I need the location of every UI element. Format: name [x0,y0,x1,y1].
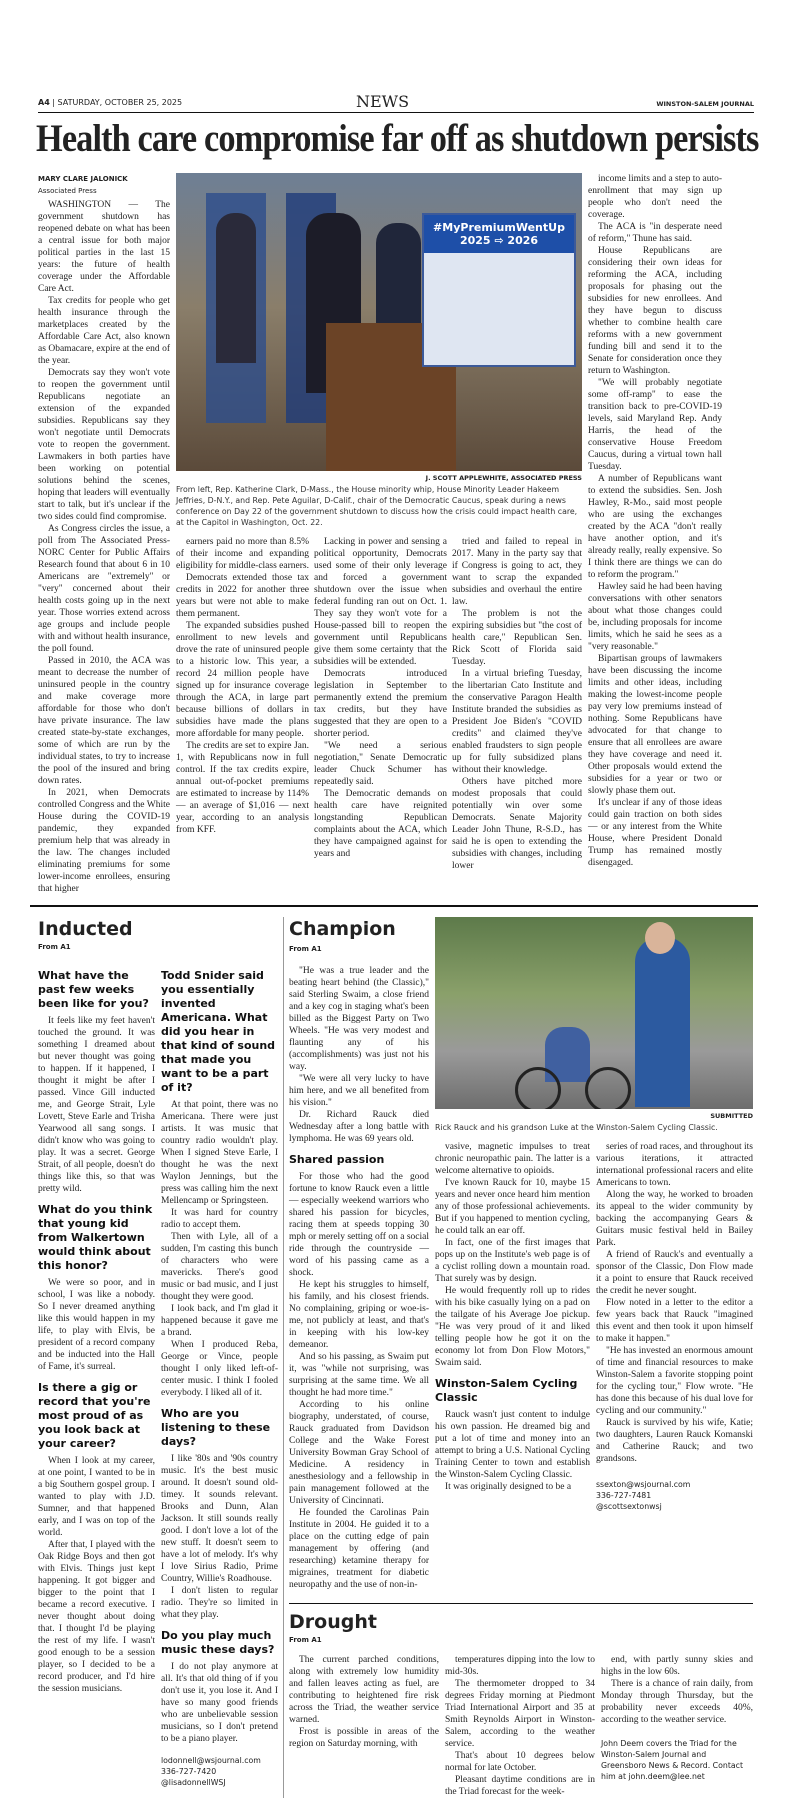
main-column-4 [452,536,582,872]
sign-text: #MyPremiumWentUp 2025 ⇨ 2026 [424,215,574,253]
champion-jump: From A1 [289,945,322,953]
paragraph: "We will probably negotiate some off-ramp" to ease the transition back to pre-COVID-19 levels, said Maryland Rep. Andy Harris, the head of the conservative House Freedom Caucus, during a virtual town hall Tuesday. [588,378,722,472]
champion-photo-credit: SUBMITTED [710,1112,753,1120]
paragraph: Bipartisan groups of lawmakers have been discussing the income limits and other ideas, including making the lowest-income people pay very low premiums instead of nothing. Some Republicans have advocated for that change to ensure that all enrollees are aware they have coverage and need it. Other proposals would extend the subsidies for a year or two or slowly phase them out. [588,654,722,796]
paragraph: Along the way, he worked to broaden its appeal to the wider community by backing the accompanying Gears & Guitars music festival held in Bailey Park. [596,1190,753,1248]
paragraph: It was originally designed to be a [445,1482,572,1492]
paragraph: Tax credits for people who get health insurance through the marketplaces created by the Affordable Care Act, also known as Obamacare, expire at the end of the year. [38,296,170,366]
paragraph: Rauck is survived by his wife, Katie; two daughters, Lauren Rauck Komanski and Catherine Rauck; and two grandsons. [596,1418,753,1464]
paragraph: I do not play anymore at all. It's that old thing of if you don't use it, you lose it. And I have so many good friends who are unbelievable session musicians, so I don't pretend to be a piano player. [161,1662,278,1744]
paragraph: "He has invested an enormous amount of time and financial resources to make Winston-Salem a favorite stopping point for the cycling tour," Flow wrote. "He has done this because of his dual love for cycling and our community." [596,1346,753,1416]
paragraph: The Democratic demands on health care have reignited longstanding Republican complaints about the ACA, which they have campaigned against for years and [314,789,447,859]
paragraph: A number of Republicans want to extend the subsidies. Sen. Josh Hawley, R-Mo., said most people who are using the exchanges created by the ACA "don't really have another option, and it's already really, really expensive. So I think there are things we can do to reform the program." [588,474,722,580]
paragraph: earners paid no more than 8.5% of their income and expanding eligibility for middle-class earners. [176,537,309,571]
paragraph: income limits and a step to auto-enrollment that may sign up people who don't need the coverage. [588,174,723,220]
champion-photo-caption: Rick Rauck and his grandson Luke at the Winston-Salem Cycling Classic. [435,1123,718,1132]
paragraph: Frost is possible in areas of the region on Saturday morning, with [289,1727,439,1749]
paragraph: For those who had the good fortune to know Rauck even a little — especially weekend warriors who shared his passion for bicycles, racing them at speeds topping 30 mph or merely setting off on a social ride through the countryside — word of his passing came as a shock. [289,1172,429,1278]
paragraph: Rauck wasn't just content to indulge his own passion. He dreamed big and put a lot of time and money into an attempt to bring a U.S. National Cycling Training Center to town and establish the Winston-Salem Cycling Classic. [435,1410,590,1480]
paragraph: "We need a serious negotiation," Senate Democratic leader Chuck Schumer has repeatedly said. [314,741,447,787]
agency: Associated Press [38,187,97,195]
author-tagline: John Deem covers the Triad for the Winston-Salem Journal and Greensboro News & Record. Contact him at john.deem@lee.net [601,1739,744,1781]
paragraph: Lacking in power and sensing a political opportunity, Democrats used some of their only leverage and forced a government shutdown over the issue when federal funding ran out on Oct. 1. They say they won't vote for a House-passed bill to reopen the government until Republicans give them some certainty that the subsidies will be extended. [314,537,447,667]
photo-caption: From left, Rep. Katherine Clark, D-Mass., the House minority whip, House Minority Leader Hakeem Jeffries, D-N.Y., and Rep. Pete Aguilar, D-Calif., chair of the Democratic Caucus, speak during a news conference on Day 22 of the government shutdown to discuss how the crisis could impact health care, at the Capitol in Washington, Oct. 22. [176,485,578,527]
paragraph: It feels like my feet haven't touched the ground. It was something I dreamed about but never thought was going to happen. If it happened, I thought it might be after I passed. Vince Gill inducted me, and George Strait, Lyle Lovett, Steve Earle and Trisha Yearwood all sang songs. I didn't know who was going to play. It was a secret. George Strait, of all people, doesn't do things like this, so that was pretty wild. [38,1016,155,1194]
masthead [38,92,754,113]
main-column-2 [176,536,309,836]
inducted-contact [161,1755,278,1788]
paragraph: House Republicans are considering their own ideas for reforming the ACA, including proposals for phasing out the subsidies for new enrollees. And they have begun to discuss whether to combine health care reforms with a new government funding bill and send it to the Senate for consideration once they return to Washington. [588,246,722,376]
paragraph: WASHINGTON — The government shutdown has reopened debate on what has been a central issue for both major political parties in the last 15 years: the future of health coverage under the Affordable Care Act. [38,200,170,294]
subheading: Todd Snider said you essentially invented Americana. What did you hear in that kind of sound that made you want to be a part of it? [161,969,276,1094]
main-column-3 [314,536,447,860]
inducted-story [38,917,278,1788]
main-middle [176,173,582,872]
drought-column-2 [445,1654,595,1798]
phone: 336-727-7481 [596,1491,652,1500]
paragraph: He would frequently roll up to rides with his bike casually lying on a pad on the tailgate of his Average Joe pickup. "He was very proud of it and liked telling people how he got it on the economy lot from Don Flow Motors," Swaim said. [435,1286,590,1368]
email: ssexton@wsjournal.com [596,1480,691,1489]
paragraph: We were so poor, and in school, I was like a nobody. So I never dreamed anything like this would happen in my life, to play with Elvis, be president of a record company and be inducted into the Hall of Fame, it's surreal. [38,1278,155,1372]
paragraph: Democrats introduced legislation in September to permanently extend the premium tax credits, but they have suggested that they are open to a shorter period. [314,669,447,739]
paragraph: After that, I played with the Oak Ridge Boys and then got with Elvis. Things just kept happening. It got bigger and bigger to the point that I became a record executive. I never thought about doing that. I thought I'd be playing the rest of my life. I wasn't good enough to be a session player, so I decided to be a record producer, and I'd hire the session musicians. [38,1540,155,1694]
paragraph: There is a chance of rain daily, from Monday through Thursday, but the probability never exceeds 40%, according to the weather service. [601,1679,753,1725]
paragraph: In fact, one of the first images that pops up on the Institute's web page is of a cyclist rolling down a mountain road. That surely was by design. [435,1238,590,1284]
social-handle: @lisadonnellWSJ [161,1778,226,1787]
subheading: What do you think that young kid from Walkertown would think about this honor? [38,1203,153,1272]
paragraph: And so his passing, as Swaim put it, was "while not surprising, was surprising at the same time. We all thought he had more time." [289,1352,429,1398]
paragraph: The problem is not the expiring subsidies but "the cost of health care," Republican Sen. Rick Scott of Florida said Tuesday. [452,609,582,667]
paragraph: Passed in 2010, the ACA was meant to decrease the number of uninsured people in the country and make coverage more affordable for those who don't have private insurance. The law created state-by-state exchanges, some of which are run by the individual states, to try to increase the pool of the insured and bring down rates. [38,656,170,786]
paragraph: According to his online biography, understated, of course, Rauck graduated from Davidson College and the Wake Forest University Bowman Gray School of Medicine. A residency in anesthesiology and a fellowship in pain management followed at the University of Cincinnati. [289,1400,429,1506]
subheading: Shared passion [289,1153,385,1166]
paragraph: Pleasant daytime conditions are in the Triad forecast for the week- [445,1775,595,1797]
paragraph: In 2021, when Democrats controlled Congress and the White House during the COVID-19 pandemic, they expanded premium help that was already in the law. The changes included eliminating premiums for some lower-income enrollees, ensuring that higher [38,788,170,894]
champion-story [289,917,753,1591]
paragraph: At that point, there was no Americana. There were just artists. It was music that country radio wouldn't play. When I signed Steve Earle, I thought he was the next Waylon Jennings, but the press was calling him the next Mellencamp or Springsteen. [161,1100,278,1206]
paragraph: It was hard for country radio to accept them. [161,1208,278,1230]
paragraph: It's unclear if any of those ideas could gain traction on both sides — or any interest from the White House, where President Donald Trump has remained mostly disengaged. [588,798,722,868]
drought-divider [289,1603,753,1604]
champion-column-2 [435,1141,590,1493]
drought-column-3 [601,1654,753,1782]
paragraph: The thermometer dropped to 34 degrees Friday morning at Piedmont Triad International Airport and 35 at Smith Reynolds Airport in Winston-Salem, according to the weather service. [445,1679,595,1749]
paragraph: "He was a true leader and the beating heart behind (the Classic)," said Sterling Swaim, a close friend and a key cog in staging what's been billed as the Biggest Party on Two Wheels. "He was very modest and flaunting any of his (accomplishments) was just not his way. [289,966,429,1072]
inducted-column-2 [161,961,278,1788]
photo-credit: J. SCOTT APPLEWHITE, ASSOCIATED PRESS [425,474,582,482]
paragraph: That's about 10 degrees below normal for late October. [445,1751,595,1773]
inducted-title: Inducted [38,918,133,940]
paper-name: WINSTON-SALEM JOURNAL [656,100,754,108]
date: SATURDAY, OCTOBER 25, 2025 [57,98,183,107]
byline: MARY CLARE JALONICK [38,175,128,183]
subheading: Is there a gig or record that you're most proud of as you look back at your career? [38,1381,151,1450]
paragraph: I look back, and I'm glad it happened because it gave me a brand. [161,1304,278,1338]
paragraph: The expanded subsidies pushed enrollment to new levels and drove the rate of uninsured people to a historic low. This year, a record 24 million people have signed up for insurance coverage through the ACA, in large part because billions of dollars in subsidies have made the plans more affordable for many people. [176,621,309,739]
paragraph: "We were all very lucky to have him here, and we all benefited from his vision." [289,1074,429,1108]
paragraph: tried and failed to repeal in 2017. Many in the party say that if Congress is going to act, they want to scrap the expanded subsidies and overhaul the entire law. [452,537,582,607]
section-divider [30,905,758,907]
champion-title: Champion [289,918,396,940]
champion-right [435,917,753,1512]
sign-board [422,213,576,367]
main-headline: Health care compromise far off as shutdown persists [36,117,759,160]
lower-section [38,917,792,1798]
main-story [38,173,792,895]
paragraph: Then with Lyle, all of a sudden, I'm casting this bunch of characters who were mavericks. There's good music or bad music, and I just thought they were good. [161,1232,278,1302]
main-column-5 [588,173,722,869]
paragraph: I don't listen to regular radio. They're so limited in what they play. [161,1586,278,1620]
paragraph: The ACA is "in desperate need of reform," Thune has said. [588,222,722,244]
drought-story [289,1610,753,1798]
phone: 336-727-7420 [161,1767,217,1776]
inducted-column-1 [38,961,155,1695]
champion-contact [596,1479,753,1512]
paragraph: Hawley said he had been having conversations with other senators about what those changes could be, including proposals for income limits, which he said he sees as a "very reasonable." [588,582,722,652]
subheading: Who are you listening to these days? [161,1407,271,1448]
page-info: A4 | SATURDAY, OCTOBER 25, 2025 [38,98,183,107]
email: lodonnell@wsjournal.com [161,1756,261,1765]
paragraph: In a virtual briefing Tuesday, the libertarian Cato Institute and the conservative Paragon Health Institute branded the subsidies as President Joe Biden's "COVID credits" and claimed they've enabled fraudsters to sign people up for fully subsidized plans without their knowledge. [452,669,582,775]
paragraph: He founded the Carolinas Pain Institute in 2004. He guided it to a place on the cutting edge of pain management by offering (and researching) ketamine therapy for migraines, treatment for diabetic neuropathy and the use of non-in- [289,1508,429,1590]
paragraph: end, with partly sunny skies and highs in the low 60s. [601,1655,753,1677]
social-handle: @scottsextonwsj [596,1502,662,1511]
paragraph: When I produced Reba, George or Vince, people thought I only liked left-of-center music. I think I fooled everybody. I liked all of it. [161,1340,278,1398]
subheading: Do you play much music these days? [161,1629,275,1656]
subheading: What have the past few weeks been like for you? [38,969,149,1010]
paragraph: The credits are set to expire Jan. 1, with Republicans now in full control. If the tax credits expire, annual out-of-pocket premiums are estimated to increase by 114% — an average of $1,016 — next year, according to an analysis from KFF. [176,741,309,835]
champion-column-3 [596,1141,753,1512]
paragraph: Democrats say they won't vote to reopen the government until Republicans negotiate an extension of the expanded subsidies. Republicans say they won't negotiate until Democrats vote to reopen the government. Lawmakers in both parties have been working on potential solutions behind the scenes, hoping that leaders will eventually start to talk, but it's unclear if the two sides could find compromise. [38,368,170,522]
paragraph: I like '80s and '90s country music. It's the best music around. It doesn't sound old-timey. It sounds relevant. Brooks and Dunn, Alan Jackson. It still sounds really good. I don't love a lot of the new stuff. It doesn't seem to have a lot of melody. It's why I love Sirius Radio, Prime Country, Willie's Roadhouse. [161,1454,278,1584]
paragraph: When I look at my career, at one point, I wanted to be in a big Southern gospel group. I wanted to play with J.D. Sumner, and that happened early, and I was on top of the world. [38,1456,155,1538]
cyclist-photo [435,917,753,1109]
main-column-1 [38,173,170,895]
paragraph: I've known Rauck for 10, maybe 15 years and never once heard him mention any of those professional achievements. But if you happened to mention cycling, he could talk an ear off. [435,1178,590,1236]
paragraph: A friend of Rauck's and eventually a sponsor of the Classic, Don Flow made it a point to ensure that Rauck received the credit he never sought. [596,1250,753,1296]
paragraph: Democrats extended those tax credits in 2022 for another three years but were not able to make them permanent. [176,573,309,619]
column-divider [283,917,284,1798]
paragraph: The current parched conditions, along with extremely low humidity and fallen leaves acting as fuel, are contributing to heightened fire risk across the Triad, the weather service warned. [289,1655,439,1725]
news-conference-photo [176,173,582,471]
paragraph: series of road races, and throughout its various iterations, it attracted international professional racers and elite Americans to town. [596,1142,753,1188]
main-lower-columns [176,536,582,872]
subheading: Winston-Salem Cycling Classic [435,1377,578,1404]
paragraph: As Congress circles the issue, a poll from The Associated Press-NORC Center for Public Affairs Research found that about 6 in 10 Americans are "extremely" or "very" concerned about their health costs going up in the next year. Those worries extend across age groups and include people with and without health insurance, the poll found. [38,524,170,654]
paragraph: vasive, magnetic impulses to treat chronic neuropathic pain. The latter is a welcome alternative to opioids. [435,1142,590,1176]
champion-column-1 [289,917,429,1591]
drought-jump: From A1 [289,1636,322,1644]
paragraph: Others have pitched more modest proposals that could potentially win over some Democrats. Senate Majority Leader John Thune, R-S.D., has said he is open to extending the subsidies with changes, including lower [452,777,582,871]
paragraph: temperatures dipping into the low to mid-30s. [445,1655,595,1677]
paragraph: He kept his struggles to himself, his family, and his closest friends. No complaining, griping or woe-is-me, not publicly at least, and that's in keeping with his low-key demeanor. [289,1280,429,1350]
inducted-jump: From A1 [38,943,71,951]
drought-column-1 [289,1654,439,1750]
drought-title: Drought [289,1611,377,1633]
paragraph: Dr. Richard Rauck died Wednesday after a long battle with lymphoma. He was 69 years old. [289,1110,429,1144]
section-name: NEWS [356,92,410,111]
right-lower [289,917,753,1798]
page-number: A4 [38,98,50,107]
paragraph: Flow noted in a letter to the editor a few years back that Rauck "imagined this event and then took it upon himself to make it happen." [596,1298,753,1344]
